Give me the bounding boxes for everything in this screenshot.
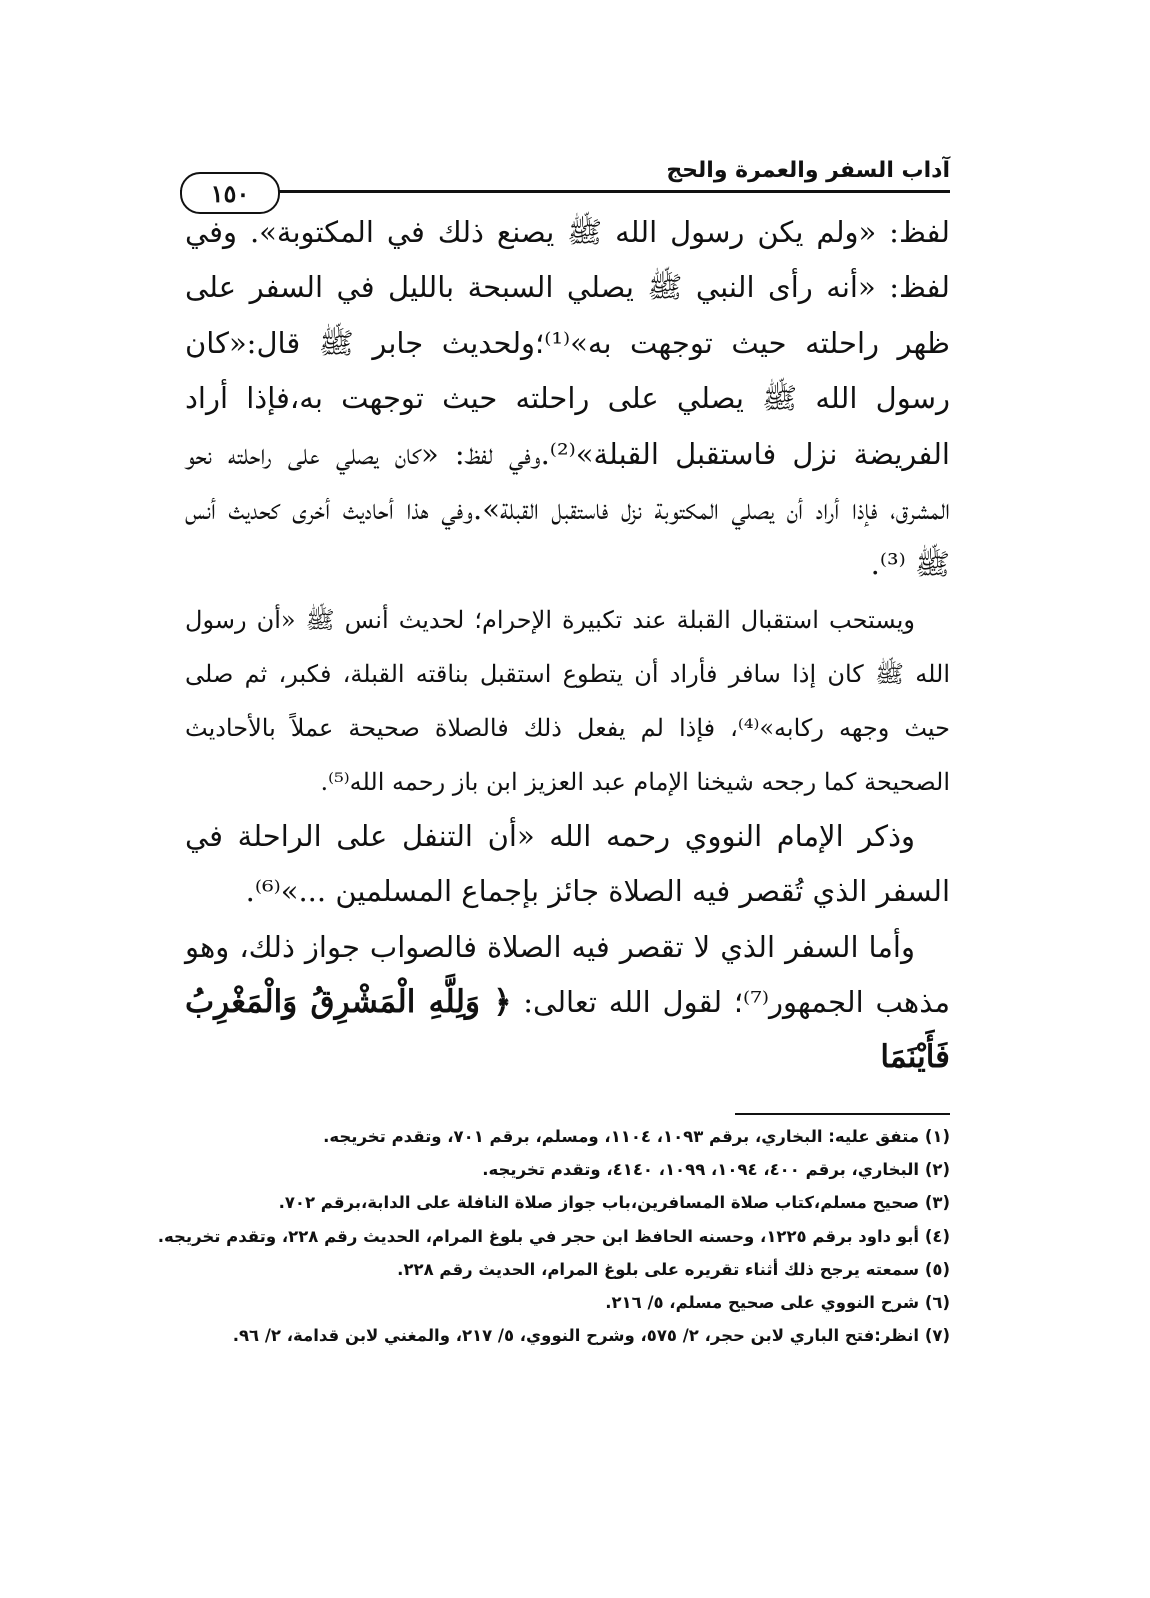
footnote-3: (٣) صحيح مسلم،كتاب صلاة المسافرين،باب جواز صلاة النافلة على الدابة،برقم ٧٠٢.	[278, 1193, 950, 1213]
main-text	[185, 205, 950, 1086]
page-number: ١٥٠	[180, 172, 280, 214]
paragraph-4	[185, 920, 950, 1086]
paragraph-1: لفظ: «ولم يكن رسول الله ﷺ يصنع ذلك في المكتوبة». وفي لفظ: «أنه رأى النبي ﷺ يصلي السبحة بالليل في السفر على ظهر راحلته حيث توجهت به»⁽¹⁾؛ولحديث جابر ﷺ قال:«كان رسول الله ﷺ يصلي على راحلته حيث توجهت به،فإذا أراد الفريضة نزل فاستقبل القبلة»⁽²⁾.وفي لفظ: «كان يصلي على راحلته نحو المشرق، فإذا أراد أن يصلي المكتوبة نزل فاستقبل القبلة».وفي هذا أحاديث أخرى كحديث أنس ﷺ ⁽³⁾.	[185, 215, 950, 582]
footnotes	[157, 1120, 950, 1352]
footnote-5: (٥) سمعته يرجح ذلك أثناء تقريره على بلوغ المرام، الحديث رقم ٢٢٨.	[397, 1259, 950, 1279]
header-rule	[180, 190, 950, 193]
footnote-4: (٤) أبو داود برقم ١٢٢٥، وحسنه الحافظ ابن حجر في بلوغ المرام، الحديث رقم ٢٢٨، وتقدم تخريجه.	[157, 1226, 950, 1246]
running-header	[180, 150, 950, 210]
footnote-7: (٧) انظر:فتح الباري لابن حجر، ٢/ ٥٧٥، وشرح النووي، ٥/ ٢١٧، والمغني لابن قدامة، ٢/ ٩٦.	[232, 1326, 950, 1346]
footnote-2: (٢) البخاري، برقم ٤٠٠، ١٠٩٤، ١٠٩٩، ٤١٤٠، وتقدم تخريجه.	[482, 1160, 950, 1180]
paragraph-3: وذكر الإمام النووي رحمه الله «أن التنفل على الراحلة في السفر الذي تُقصر فيه الصلاة جائز بإجماع المسلمين ...»⁽⁶⁾.	[185, 818, 950, 909]
footnote-6: (٦) شرح النووي على صحيح مسلم، ٥/ ٢١٦.	[605, 1293, 950, 1313]
footnote-separator	[735, 1113, 950, 1115]
paragraph-2: ويستحب استقبال القبلة عند تكبيرة الإحرام؛ لحديث أنس ﷺ «أن رسول الله ﷺ كان إذا سافر فأراد أن يتطوع استقبل بناقته القبلة، فكبر، ثم صلى حيث وجهه ركابه»⁽⁴⁾، فإذا لم يفعل ذلك فالصلاة صحيحة عملاً بالأحاديث الصحيحة كما رجحه شيخنا الإمام عبد العزيز ابن باز رحمه الله⁽⁵⁾.	[185, 605, 951, 796]
footnote-1: (١) متفق عليه: البخاري، برقم ١٠٩٣، ١١٠٤، ومسلم، برقم ٧٠١، وتقدم تخريجه.	[323, 1127, 950, 1146]
running-header-title: آداب السفر والعمرة والحج	[666, 158, 950, 183]
paragraph-4-text: وأما السفر الذي لا تقصر فيه الصلاة فالصواب جواز ذلك، وهو مذهب الجمهور⁽⁷⁾؛ لقول الله تعالى:	[185, 929, 950, 1020]
quran-verse: ﴿ وَلِلَّهِ الْمَشْرِقُ وَالْمَغْرِبُ فَأَيْنَمَا	[185, 984, 950, 1076]
